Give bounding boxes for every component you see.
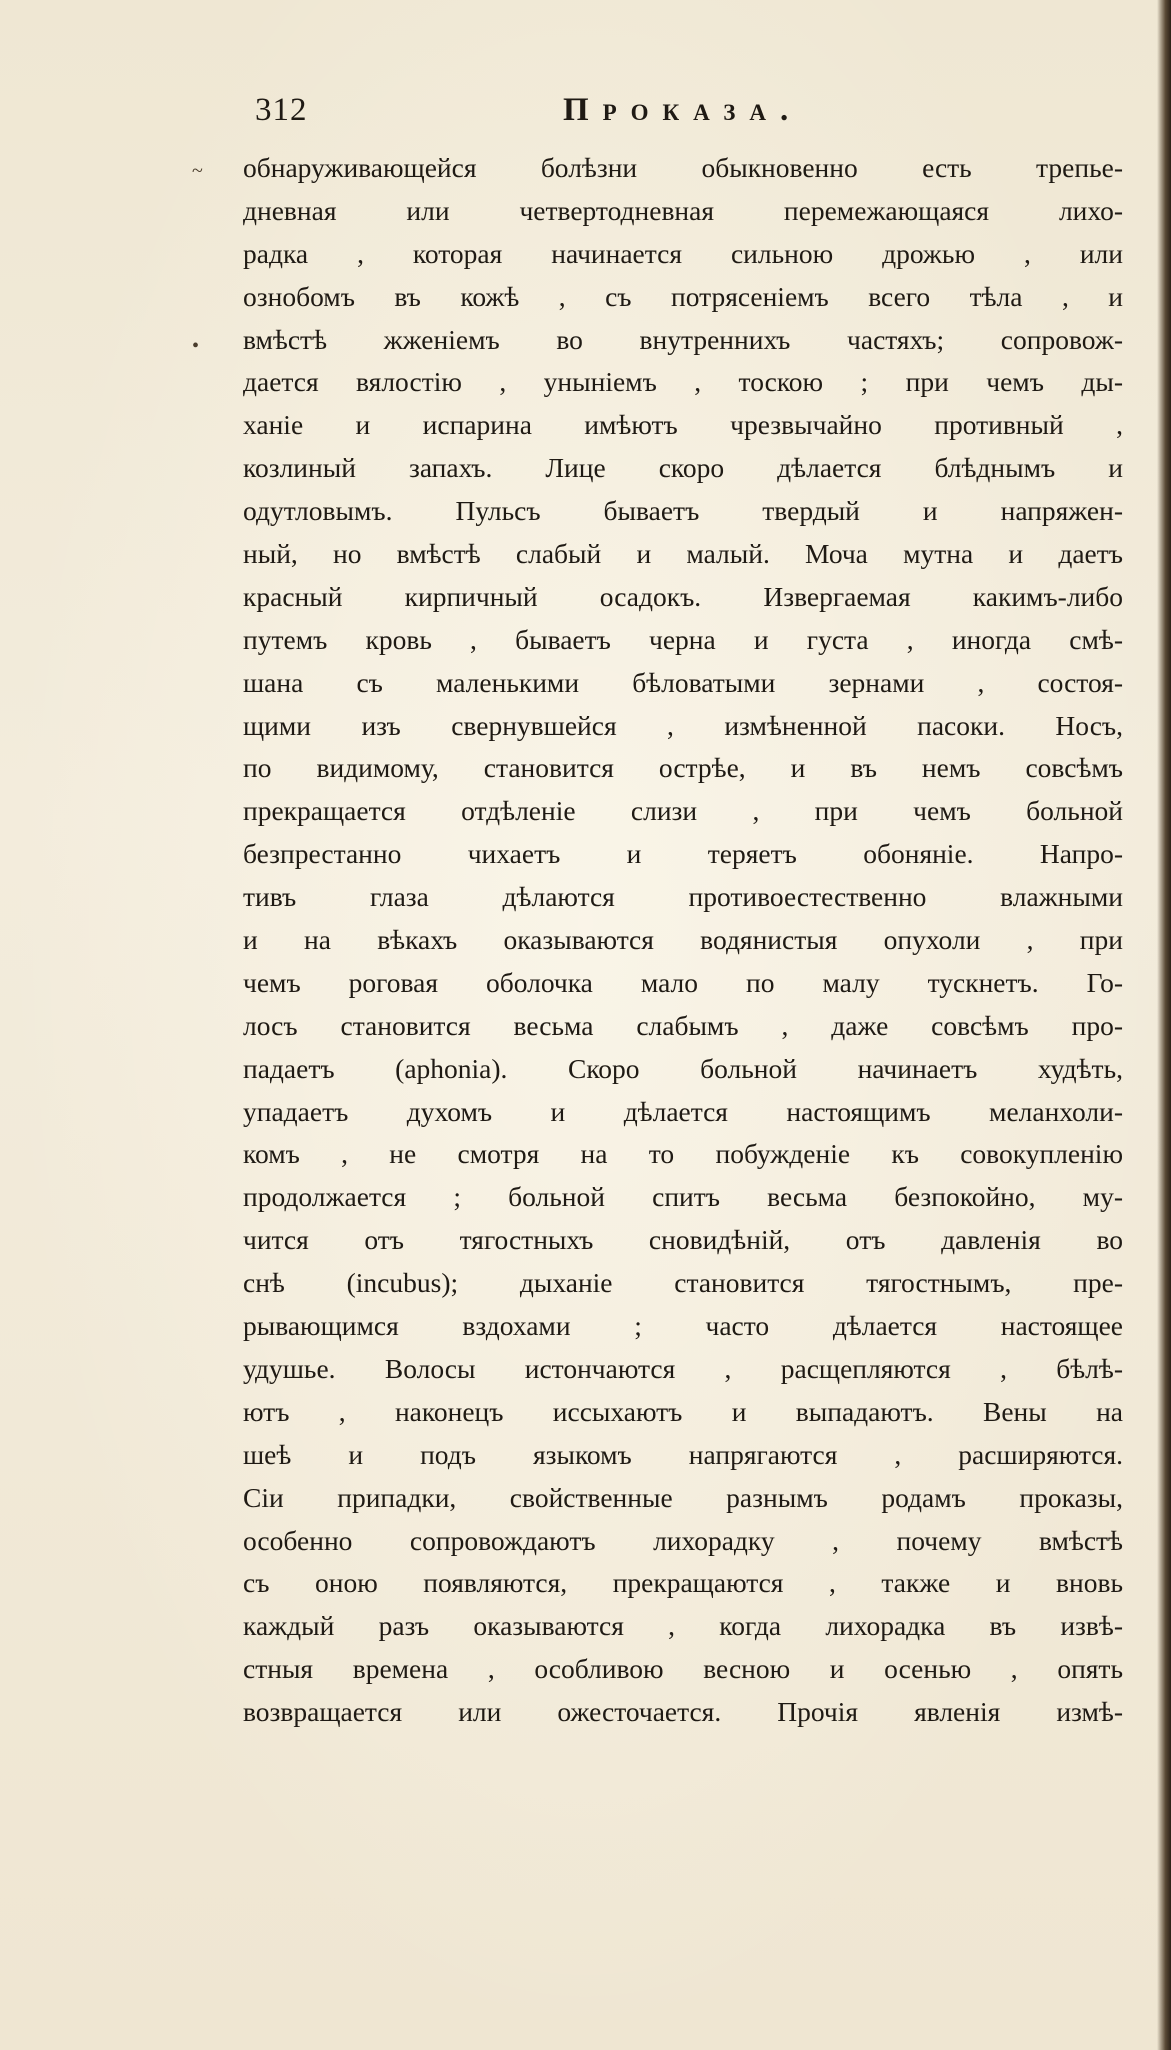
text-line: обнаруживающейся болѣзни обыкновенно есть трепье- xyxy=(243,152,1123,183)
text-line: ный, но вмѣстѣ слабый и малый. Моча мутна и даетъ xyxy=(243,538,1123,570)
margin-mark: ~ xyxy=(192,160,203,182)
text-line: ознобомъ въ кожѣ , съ потрясеніемъ всего тѣла , и xyxy=(243,280,1123,312)
text-line: съ оною появляются, прекращаются , также и вновь xyxy=(243,1567,1123,1599)
text-line: прекращается отдѣленіе слизи , при чемъ больной xyxy=(243,795,1123,827)
text-line: упадаетъ духомъ и дѣлается настоящимъ меланхоли- xyxy=(243,1095,1123,1127)
text-line: безпрестанно чихаетъ и теряетъ обоняніе. Напро- xyxy=(243,838,1123,870)
text-line: продолжается ; больной спитъ весьма безпокойно, му- xyxy=(243,1181,1123,1213)
text-line: ханіе и испарина имѣютъ чрезвычайно противный , xyxy=(243,409,1123,441)
text-line: чится отъ тягостныхъ сновидѣній, отъ давленія во xyxy=(243,1224,1123,1256)
text-line: каждый разъ оказываются , когда лихорадка въ извѣ- xyxy=(243,1610,1123,1642)
text-line: падаетъ (aphonia). Скоро больной начинаетъ худѣть, xyxy=(243,1052,1123,1084)
text-line: путемъ кровь , бываетъ черна и густа , иногда смѣ- xyxy=(243,623,1123,655)
text-line: дается вялостію , уныніемъ , тоскою ; при чемъ ды- xyxy=(243,366,1123,398)
text-line: дневная или четвертодневная перемежающаяся лихо- xyxy=(243,194,1123,226)
text-line: шеѣ и подъ языкомъ напрягаются , расширяются. xyxy=(243,1438,1123,1470)
running-title: Проказа. xyxy=(563,92,803,128)
text-line: ютъ , наконецъ иссыхаютъ и выпадаютъ. Вены на xyxy=(243,1395,1123,1427)
page-header xyxy=(255,92,855,132)
text-line: Сіи припадки, свойственные разнымъ родамъ проказы, xyxy=(243,1481,1123,1513)
page-number: 312 xyxy=(255,92,308,128)
text-line: по видимому, становится острѣе, и въ немъ совсѣмъ xyxy=(243,752,1123,784)
text-line: чемъ роговая оболочка мало по малу тускнетъ. Го- xyxy=(243,966,1123,998)
text-line: красный кирпичный осадокъ. Извергаемая какимъ-либо xyxy=(243,580,1123,612)
text-line: стныя времена , особливою весною и осенью , опять xyxy=(243,1653,1123,1685)
text-line: комъ , не смотря на то побужденіе къ совокупленію xyxy=(243,1138,1123,1170)
text-line: и на вѣкахъ оказываются водянистыя опухоли , при xyxy=(243,924,1123,956)
body-text xyxy=(243,147,1123,1734)
text-line: козлиный запахъ. Лице скоро дѣлается блѣднымъ и xyxy=(243,452,1123,484)
text-line: вмѣстѣ жженіемъ во внутреннихъ частяхъ; сопровож- xyxy=(243,323,1123,355)
text-line: рывающимся вздохами ; часто дѣлается настоящее xyxy=(243,1310,1123,1342)
text-line: удушье. Волосы истончаются , расщепляются , бѣлѣ- xyxy=(243,1352,1123,1384)
text-line: радка , которая начинается сильною дрожью , или xyxy=(243,237,1123,269)
page-edge-shadow xyxy=(1157,0,1171,2050)
text-line: возвращается или ожесточается. Прочія явленія измѣ- xyxy=(243,1696,1123,1728)
text-line: особенно сопровождаютъ лихорадку , почему вмѣстѣ xyxy=(243,1524,1123,1556)
text-line: щими изъ свернувшейся , измѣненной пасоки. Носъ, xyxy=(243,709,1123,741)
text-line: снѣ (incubus); дыханіе становится тягостнымъ, пре- xyxy=(243,1267,1123,1299)
text-line: лосъ становится весьма слабымъ , даже совсѣмъ про- xyxy=(243,1009,1123,1041)
text-line: тивъ глаза дѣлаются противоестественно влажными xyxy=(243,881,1123,913)
text-line: шана съ маленькими бѣловатыми зернами , состоя- xyxy=(243,666,1123,698)
text-line: одутловымъ. Пульсъ бываетъ твердый и напряжен- xyxy=(243,495,1123,527)
margin-mark: • xyxy=(192,335,200,357)
